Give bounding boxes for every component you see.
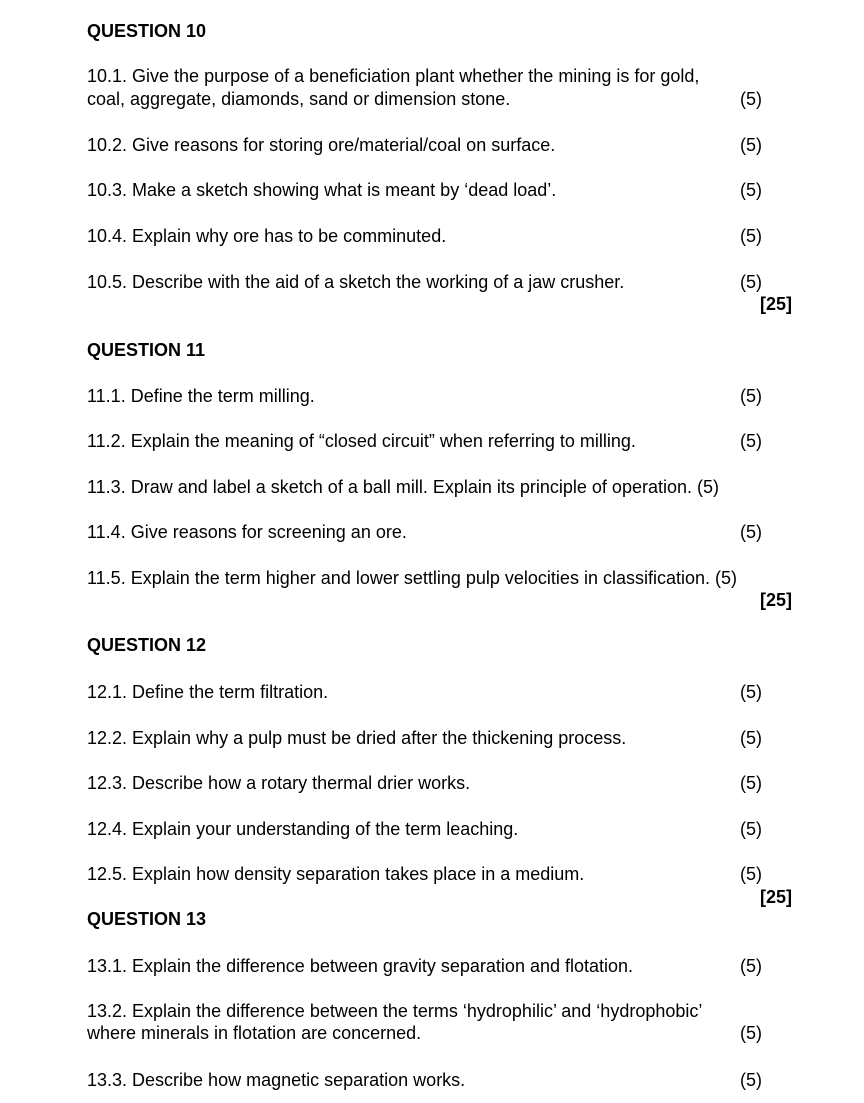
question-11-1: 11.1. Define the term milling. — [87, 386, 315, 406]
question-13-2-line-1: 13.2. Explain the difference between the terms ‘hydrophilic’ and ‘hydrophobic’ — [87, 1001, 703, 1021]
question-10-1-line-2: coal, aggregate, diamonds, sand or dimension stone. — [87, 89, 511, 109]
question-13-2-mark: (5) — [740, 1023, 762, 1043]
question-12-3-mark: (5) — [740, 773, 762, 793]
section-total-q12: [25] — [760, 887, 793, 907]
question-11-4-mark: (5) — [740, 522, 762, 542]
question-12-1: 12.1. Define the term filtration. — [87, 682, 329, 702]
question-10-1-line-1: 10.1. Give the purpose of a beneficiation plant whether the mining is for gold, — [87, 66, 700, 86]
question-12-1-mark: (5) — [740, 682, 762, 702]
question-10-1-mark: (5) — [740, 89, 762, 109]
question-10-4: 10.4. Explain why ore has to be comminuted. — [87, 226, 447, 246]
question-10-3: 10.3. Make a sketch showing what is meant by ‘dead load’. — [87, 180, 557, 200]
question-13-1-mark: (5) — [740, 956, 762, 976]
question-13-3: 13.3. Describe how magnetic separation works. — [87, 1070, 466, 1090]
question-11-5: 11.5. Explain the term higher and lower settling pulp velocities in classification. (5) — [87, 568, 737, 588]
question-12-4-mark: (5) — [740, 819, 762, 839]
question-12-2-mark: (5) — [740, 728, 762, 748]
section-total-q11: [25] — [760, 590, 793, 610]
question-11-3: 11.3. Draw and label a sketch of a ball mill. Explain its principle of operation. (5) — [87, 477, 719, 497]
question-10-3-mark: (5) — [740, 180, 762, 200]
section-heading-q12: QUESTION 12 — [87, 635, 207, 655]
question-11-2-mark: (5) — [740, 431, 762, 451]
question-10-5: 10.5. Describe with the aid of a sketch the working of a jaw crusher. — [87, 272, 625, 292]
question-12-4: 12.4. Explain your understanding of the term leaching. — [87, 819, 519, 839]
question-13-1: 13.1. Explain the difference between gravity separation and flotation. — [87, 956, 634, 976]
question-10-2-mark: (5) — [740, 135, 762, 155]
question-12-5: 12.5. Explain how density separation takes place in a medium. — [87, 864, 585, 884]
section-heading-q13: QUESTION 13 — [87, 909, 207, 929]
question-10-2: 10.2. Give reasons for storing ore/material/coal on surface. — [87, 135, 556, 155]
question-12-3: 12.3. Describe how a rotary thermal drier works. — [87, 773, 471, 793]
question-12-2: 12.2. Explain why a pulp must be dried after the thickening process. — [87, 728, 627, 748]
question-11-2: 11.2. Explain the meaning of “closed circuit” when referring to milling. — [87, 431, 636, 451]
question-11-1-mark: (5) — [740, 386, 762, 406]
question-13-3-mark: (5) — [740, 1070, 762, 1090]
section-total-q10: [25] — [760, 294, 793, 314]
section-heading-q10: QUESTION 10 — [87, 21, 207, 41]
question-13-2-line-2: where minerals in flotation are concerned. — [87, 1023, 422, 1043]
section-heading-q11: QUESTION 11 — [87, 340, 206, 360]
question-10-4-mark: (5) — [740, 226, 762, 246]
question-12-5-mark: (5) — [740, 864, 762, 884]
question-11-4: 11.4. Give reasons for screening an ore. — [87, 522, 407, 542]
question-10-5-mark: (5) — [740, 272, 762, 292]
